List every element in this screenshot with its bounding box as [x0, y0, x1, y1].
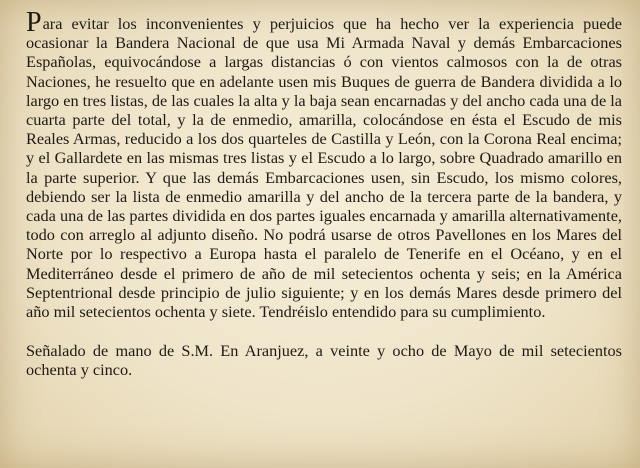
decree-initial-letter: P — [26, 7, 42, 38]
signature-paragraph: Señalado de mano de S.M. En Aranjuez, a veinte y ocho de Mayo de mil setecientos ochenta y cinco. — [26, 341, 622, 380]
decree-paragraph — [26, 7, 622, 322]
decree-text: ara evitar los inconvenientes y perjuicios que ha hecho ver la experiencia puede ocasionar la Bandera Nacional de que usa Mi Armada Naval y demás Embarcaciones Españolas, equivocándose a largas distancias ó con vientos calmosos con la de otras Naciones, he resuelto que en adelante usen mis Buques de guerra de Bandera dividida a lo largo en tres listas, de las cuales la alta y la baja sean encarnadas y del ancho cada una de la cuarta parte del total, y la de enmedio, amarilla, colocándose en ésta el Escudo de mis Reales Armas, reducido a los dos quarteles de Castilla y León, con la Corona Real encima; y el Gallardete en las mismas tres listas y el Escudo a lo largo, sobre Quadrado amarillo en la parte superior. Y que las demás Embarcaciones usen, sin Escudo, los mismo colores, debiendo ser la lista de enmedio amarilla y del ancho de la tercera parte de la bandera, y cada una de las partes dividida en dos partes iguales encarnada y amarilla alternativamente, todo con arreglo al adjunto diseño. No podrá usarse de otros Pavellones en los Mares del Norte por lo respectivo a Europa hasta el paralelo de Tenerife en el Océano, y en el Mediterráneo desde el primero de año de mil setecientos ochenta y seis; en la América Septentrional desde principio de julio siguiente; y en los demás Mares desde primero del año mil setecientos ochenta y siete. Tendréislo entendido para su cumplimiento. — [26, 14, 622, 322]
